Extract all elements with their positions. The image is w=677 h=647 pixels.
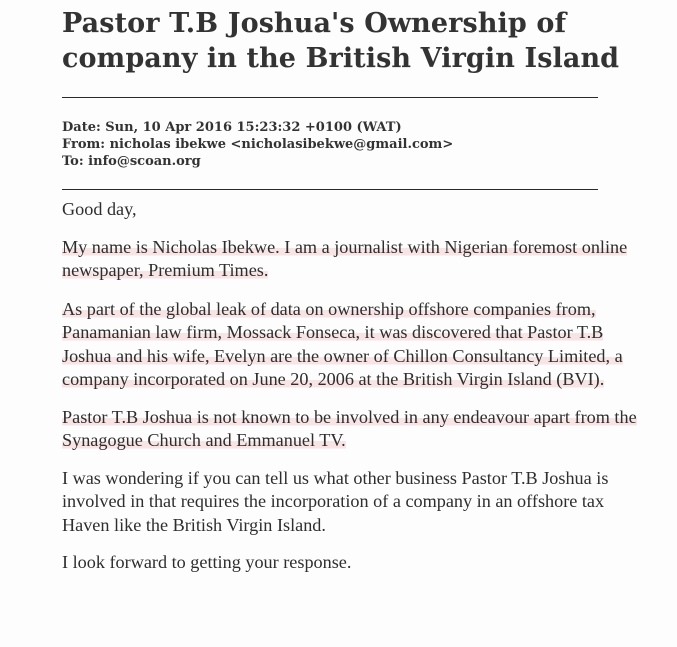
- title-line-2: company in the British Virgin Island: [62, 43, 620, 74]
- paragraph-question: I was wondering if you can tell us what other business Pastor T.B Joshua is involved in that requires the incorporation of a company in an offshore tax Haven like the British Virgin Island.: [62, 467, 609, 535]
- page-title: [62, 6, 642, 76]
- email-from: From: nicholas ibekwe <nicholasibekwe@gmail.com>: [62, 137, 454, 152]
- paragraph-introduction: [62, 236, 642, 283]
- paragraph-involvement-text: Pastor T.B Joshua is not known to be involved in any endeavour apart from the Synagogue Church and Emmanuel TV.: [62, 406, 637, 450]
- title-line-1: Pastor T.B Joshua's Ownership of: [62, 8, 567, 39]
- email-body: [62, 198, 642, 587]
- email-date: Date: Sun, 10 Apr 2016 15:23:32 +0100 (WAT): [62, 120, 402, 135]
- paragraph-discovery-text: As part of the global leak of data on ownership offshore companies from, Panamanian law firm, Mossack Fonseca, it was discovered that Pastor T.B Joshua and his wife, Evelyn are the owner of Chillon Consultancy Limited, a company incorporated on June 20, 2006 at the British Virgin Island (BVI).: [62, 298, 623, 389]
- email-to: To: info@scoan.org: [62, 154, 201, 169]
- bottom-divider: [62, 189, 598, 190]
- email-header: [62, 119, 622, 170]
- paragraph-discovery: [62, 298, 642, 392]
- paragraph-introduction-text: My name is Nicholas Ibekwe. I am a journalist with Nigerian foremost online newspaper, Premium Times.: [62, 236, 628, 280]
- greeting: Good day,: [62, 199, 137, 219]
- top-divider: [62, 97, 598, 98]
- closing-line: I look forward to getting your response.: [62, 552, 352, 572]
- paragraph-involvement: [62, 406, 642, 453]
